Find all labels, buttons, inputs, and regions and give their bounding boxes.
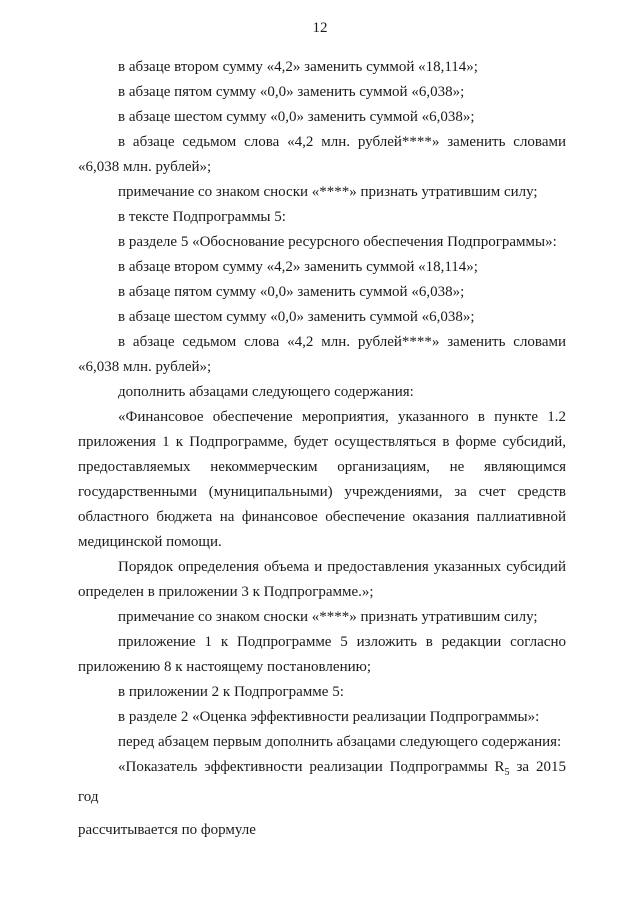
paragraph-list (78, 55, 566, 755)
paragraph: примечание со знаком сноски «****» признать утратившим силу; (118, 184, 538, 200)
paragraph: перед абзацем первым дополнить абзацами следующего содержания: (118, 734, 562, 750)
paragraph: «Финансовое обеспечение мероприятия, указанного в пункте 1.2 приложения 1 к Подпрограмме, будет осуществляться в форме субсидий, предоставляемых некоммерческим организациям, не являющимся государственными (муниципальными) учреждениями, за счет средств областного бюджета на финансовое обеспечение оказания паллиативной медицинской помощи. (78, 409, 566, 550)
paragraph: в абзаце шестом сумму «0,0» заменить суммой «6,038»; (118, 109, 475, 125)
document-body (78, 55, 566, 843)
paragraph: приложение 1 к Подпрограмме 5 изложить в редакции согласно приложению 8 к настоящему постановлению; (78, 634, 566, 675)
paragraph: в абзаце пятом сумму «0,0» заменить суммой «6,038»; (118, 284, 465, 300)
paragraph: дополнить абзацами следующего содержания: (118, 384, 414, 400)
paragraph: в разделе 2 «Оценка эффективности реализации Подпрограммы»: (118, 709, 540, 725)
paragraph: в приложении 2 к Подпрограмме 5: (118, 684, 344, 700)
formula-text-after: за 2015 год (78, 759, 566, 805)
paragraph: в абзаце седьмом слова «4,2 млн. рублей****» заменить словами «6,038 млн. рублей»; (78, 334, 566, 375)
page-number: 12 (312, 20, 328, 36)
paragraph: Порядок определения объема и предоставления указанных субсидий определен в приложении 3 к Подпрограмме.»; (78, 559, 566, 600)
formula-text-before: «Показатель эффективности реализации Подпрограммы R (118, 759, 505, 775)
formula-subscript: 5 (504, 767, 510, 778)
formula-intro-line: рассчитывается по формуле (78, 822, 256, 838)
formula-paragraph (78, 755, 566, 810)
paragraph: в абзаце втором сумму «4,2» заменить суммой «18,114»; (118, 59, 478, 75)
paragraph: в абзаце шестом сумму «0,0» заменить суммой «6,038»; (118, 309, 475, 325)
paragraph: в абзаце седьмом слова «4,2 млн. рублей****» заменить словами «6,038 млн. рублей»; (78, 134, 566, 175)
paragraph: в абзаце втором сумму «4,2» заменить суммой «18,114»; (118, 259, 478, 275)
paragraph: примечание со знаком сноски «****» признать утратившим силу; (118, 609, 538, 625)
paragraph: в абзаце пятом сумму «0,0» заменить суммой «6,038»; (118, 84, 465, 100)
paragraph: в тексте Подпрограммы 5: (118, 209, 286, 225)
paragraph: в разделе 5 «Обоснование ресурсного обеспечения Подпрограммы»: (118, 234, 557, 250)
